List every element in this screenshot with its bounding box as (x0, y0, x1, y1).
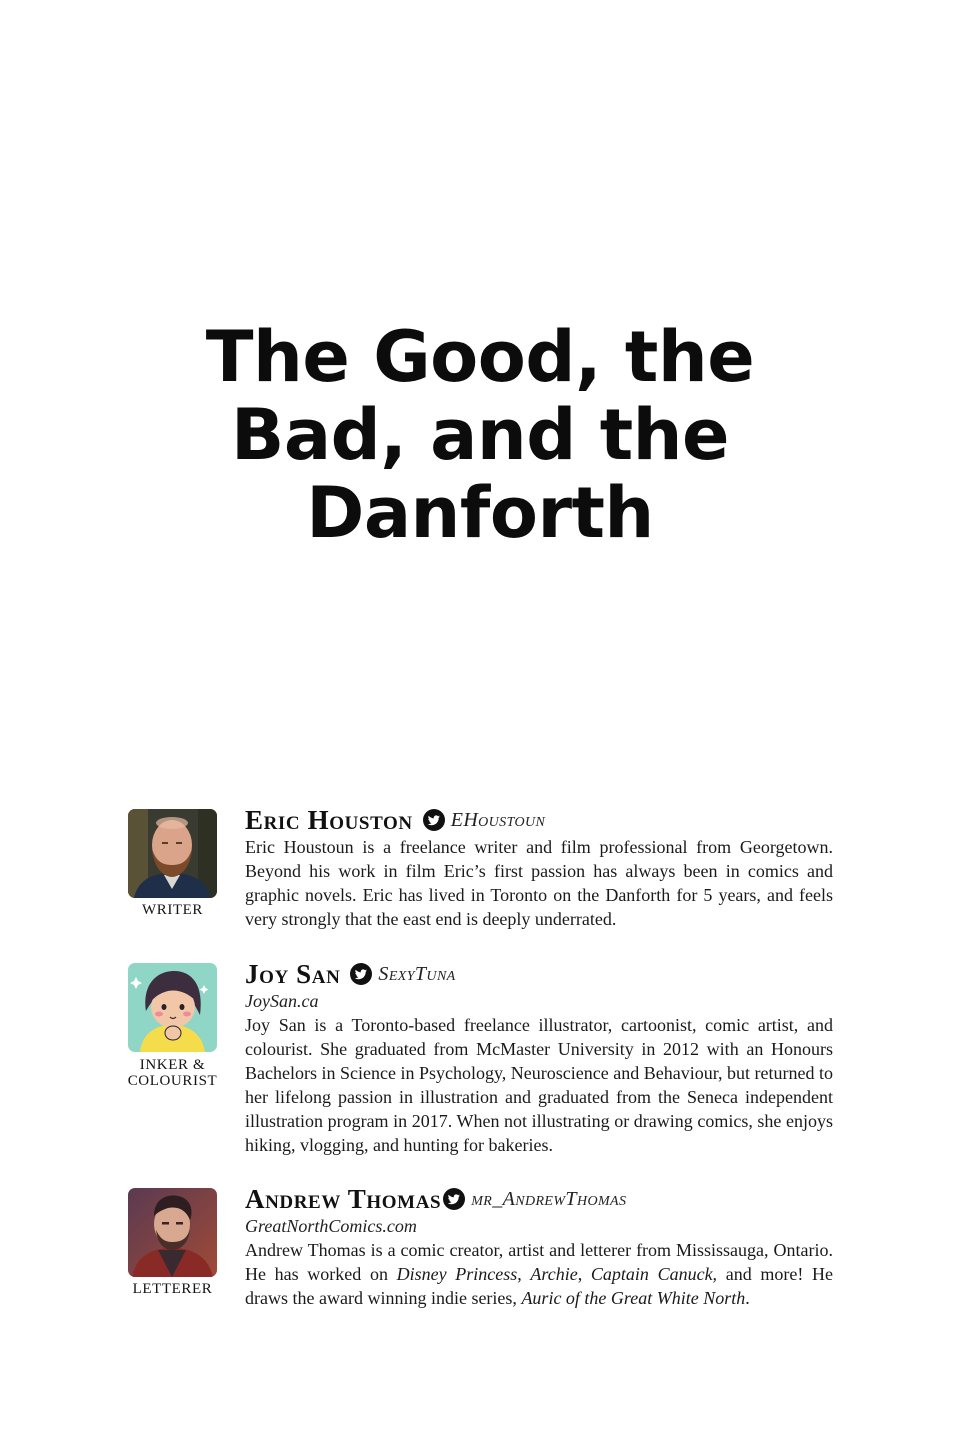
website-link[interactable]: JoySan.ca (245, 991, 319, 1011)
role-label: WRITER (141, 902, 204, 918)
series-title-auric: Auric of the Great White North (521, 1288, 746, 1308)
role-label: INKER & COLOURIST (127, 1057, 218, 1089)
twitter-icon[interactable] (350, 963, 372, 985)
name-line (245, 1184, 833, 1214)
twitter-handle[interactable]: SexyTuna (378, 962, 456, 985)
bio-block (245, 959, 833, 1157)
website-link[interactable]: GreatNorthComics.com (245, 1216, 417, 1236)
twitter-icon[interactable] (443, 1188, 465, 1210)
creator-name: Eric Houston (245, 804, 413, 835)
page-title (0, 318, 960, 552)
bio-text-part: and more! He draws the award winning indie series, (245, 1264, 834, 1308)
bio-text-part: , (517, 1264, 531, 1284)
series-title-disney-princess: Disney Princess (396, 1264, 518, 1284)
role-label: LETTERER (132, 1281, 213, 1297)
inker-avatar (128, 963, 217, 1052)
name-line (245, 805, 833, 835)
bio-text: Eric Houstoun is a freelance writer and film professional from Georgetown. Beyond his work in film Eric’s first passion has always been in comics and graphic novels. Eric has lived in Toronto on the Danforth for 5 years, and feels very strongly that the east end is deeply underrated. (245, 837, 833, 929)
twitter-icon[interactable] (423, 809, 445, 831)
bio-text: Joy San is a Toronto-based freelance illustrator, cartoonist, comic artist, and colourist. She graduated from McMaster University in 2012 with an Honours Bachelors in Science in Psychology, Neuroscience and Behaviour, but returned to her lifelong passion in illustration and graduated from the Seneca independent illustration program in 2017. When not illustrating or drawing comics, she enjoys hiking, vlogging, and hunting for bakeries. (245, 1015, 833, 1155)
creator-name: Joy San (245, 958, 341, 989)
title-line-2: Bad, and the (231, 394, 729, 476)
name-line (245, 959, 833, 989)
bio-text-part: Andrew Thomas is a comic creator, artist and letterer from Mississauga, Ontario. He has worked on (245, 1240, 833, 1284)
series-title-archie: Archie (530, 1264, 578, 1284)
twitter-handle[interactable]: EHoustoun (450, 808, 546, 831)
title-line-1: The Good, the (205, 316, 755, 398)
creator-name: Andrew Thomas (245, 1183, 442, 1214)
series-title-captain-canuck: Captain Canuck, (590, 1264, 718, 1284)
bio-block (245, 1184, 833, 1310)
bearded-man-portrait-icon (128, 809, 217, 898)
writer-avatar (128, 809, 217, 898)
letterer-avatar (128, 1188, 217, 1277)
cartoon-girl-illustration-icon (128, 963, 217, 1052)
bio-text-part: . (745, 1288, 750, 1308)
bio-text-part: , (577, 1264, 591, 1284)
bio-text (245, 1238, 833, 1310)
title-line-3: Danforth (306, 472, 654, 554)
twitter-handle[interactable]: mr_AndrewThomas (471, 1187, 627, 1210)
bio-block (245, 805, 833, 931)
stylized-man-portrait-icon (128, 1188, 217, 1277)
